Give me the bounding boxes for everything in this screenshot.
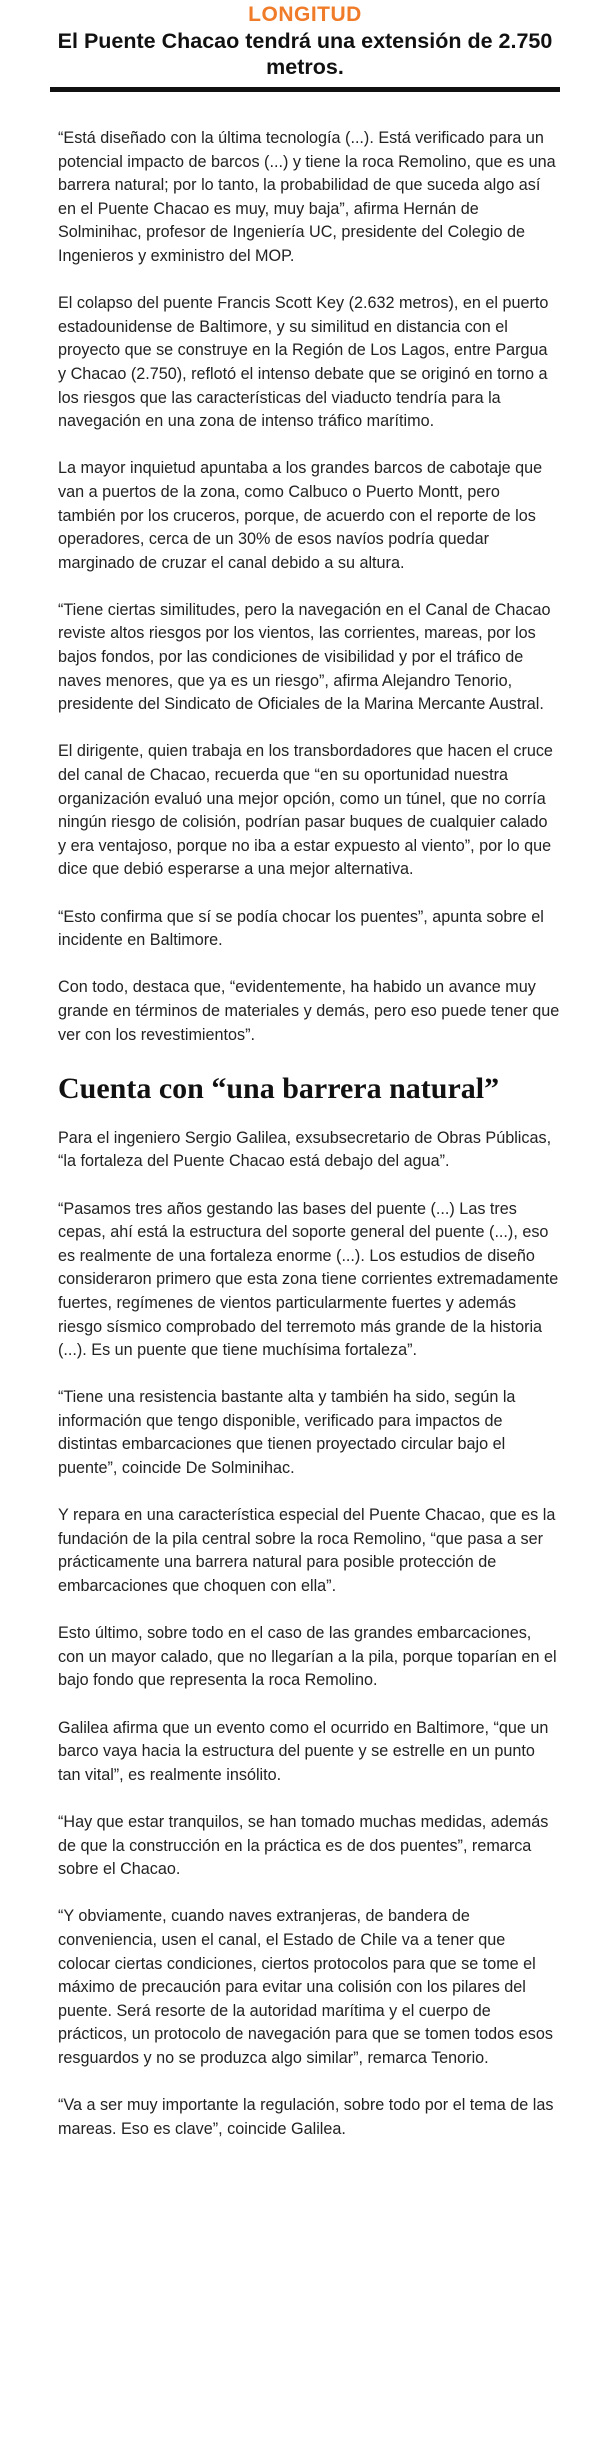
paragraph: El colapso del puente Francis Scott Key (2.632 metros), en el puerto estadounidense de Baltimore, y su similitud en distancia con el proyecto que se construye en la Región de Los Lagos, entre Pargua y Chacao (2.750), reflotó el intenso debate que se originó en torno a los riesgos que las características del viaducto tendría para la navegación en una zona de intenso tráfico marítimo. [58, 294, 549, 431]
paragraph: Y repara en una característica especial del Puente Chacao, que es la fundación de la pila central sobre la roca Remolino, “que pasa a ser prácticamente una barrera natural para posible protección de embarcaciones que choquen con ella”. [58, 1506, 556, 1596]
paragraph: “Hay que estar tranquilos, se han tomado muchas medidas, además de que la construcción en la práctica es de dos puentes”, remarca sobre el Chacao. [58, 1812, 549, 1879]
paragraph: “Tiene una resistencia bastante alta y también ha sido, según la información que tengo disponible, verificado para impactos de distintas embarcaciones que tienen proyectado circular bajo el puente”, coincide De Solminihac. [58, 1388, 516, 1478]
headline: El Puente Chacao tendrá una extensión de 2.750 metros. [57, 29, 553, 79]
paragraph: “Va a ser muy importante la regulación, sobre todo por el tema de las mareas. Eso es clave”, coincide Galilea. [58, 2096, 554, 2138]
paragraph: Con todo, destaca que, “evidentemente, ha habido un avance muy grande en términos de materiales y demás, pero eso puede tener que ver con los revestimientos”. [58, 978, 560, 1044]
paragraph: “Está diseñado con la última tecnología (...). Está verificado para un potencial impacto de barcos (...) y tiene la roca Remolino, que es una barrera natural; por lo tanto, la probabilidad de que suceda algo así en el Puente Chacao es muy, muy baja”, afirma Hernán de Solminihac, profesor de Ingeniería UC, presidente del Colegio de Ingenieros y exministro del MOP. [58, 129, 556, 265]
section-kicker: LONGITUD [248, 3, 362, 26]
headline-divider [50, 87, 560, 92]
paragraph: “Y obviamente, cuando naves extranjeras, de bandera de conveniencia, usen el canal, el Estado de Chile va a tener que colocar ciertas condiciones, ciertos protocolos para que se tome el máximo de precaución para evitar una colisión con los pilares del puente. Será resorte de la autoridad marítima y el cuerpo de prácticos, un protocolo de navegación para que se tomen todos esos resguardos y no se produzca algo similar”, remarca Tenorio. [58, 1907, 553, 2067]
paragraph: “Esto confirma que sí se podía chocar los puentes”, apunta sobre el incidente en Baltimore. [58, 907, 544, 950]
paragraph: La mayor inquietud apuntaba a los grandes barcos de cabotaje que van a puertos de la zona, como Calbuco o Puerto Montt, pero también por los cruceros, porque, de acuerdo con el reporte de los operadores, cerca de un 30% de esos navíos podría quedar marginado de cruzar el canal debido a su altura. [58, 459, 543, 572]
article [50, 2, 560, 2141]
paragraph: “Tiene ciertas similitudes, pero la navegación en el Canal de Chacao reviste altos riesgos por los vientos, las corrientes, mareas, por los bajos fondos, por las condiciones de visibilidad y por el tráfico de naves menores, que ya es un riesgo”, afirma Alejandro Tenorio, presidente del Sindicato de Oficiales de la Marina Mercante Austral. [58, 600, 551, 714]
article-body [50, 127, 560, 2141]
paragraph: “Pasamos tres años gestando las bases del puente (...) Las tres cepas, ahí está la estructura del soporte general del puente (...), eso es realmente de una fortaleza enorme (...). Los estudios de diseño consideraron primero que esta zona tiene corrientes extremadamente fuertes, regímenes de vientos particularmente fuertes y además riesgo sísmico comprobado del terremoto más grande de la historia (...). Es un puente que tiene muchísima fortaleza”. [58, 1199, 559, 1360]
paragraph: Para el ingeniero Sergio Galilea, exsubsecretario de Obras Públicas, “la fortaleza del Puente Chacao está debajo del agua”. [58, 1128, 552, 1171]
section-heading: Cuenta con “una barrera natural” [58, 1071, 500, 1105]
paragraph: Galilea afirma que un evento como el ocurrido en Baltimore, “que un barco vaya hacia la estructura del puente y se estrelle en un punto tan vital”, es realmente insólito. [58, 1718, 549, 1784]
paragraph: El dirigente, quien trabaja en los transbordadores que hacen el cruce del canal de Chacao, recuerda que “en su oportunidad nuestra organización evaluó una mejor opción, como un túnel, que no corría ningún riesgo de colisión, podrían pasar buques de cualquier calado y era ventajoso, porque no iba a estar expuesto al viento”, por lo que dice que debió esperarse a una mejor alternativa. [58, 742, 553, 879]
paragraph: Esto último, sobre todo en el caso de las grandes embarcaciones, con un mayor calado, que no llegarían a la pila, porque toparían en el bajo fondo que representa la roca Remolino. [58, 1624, 557, 1690]
